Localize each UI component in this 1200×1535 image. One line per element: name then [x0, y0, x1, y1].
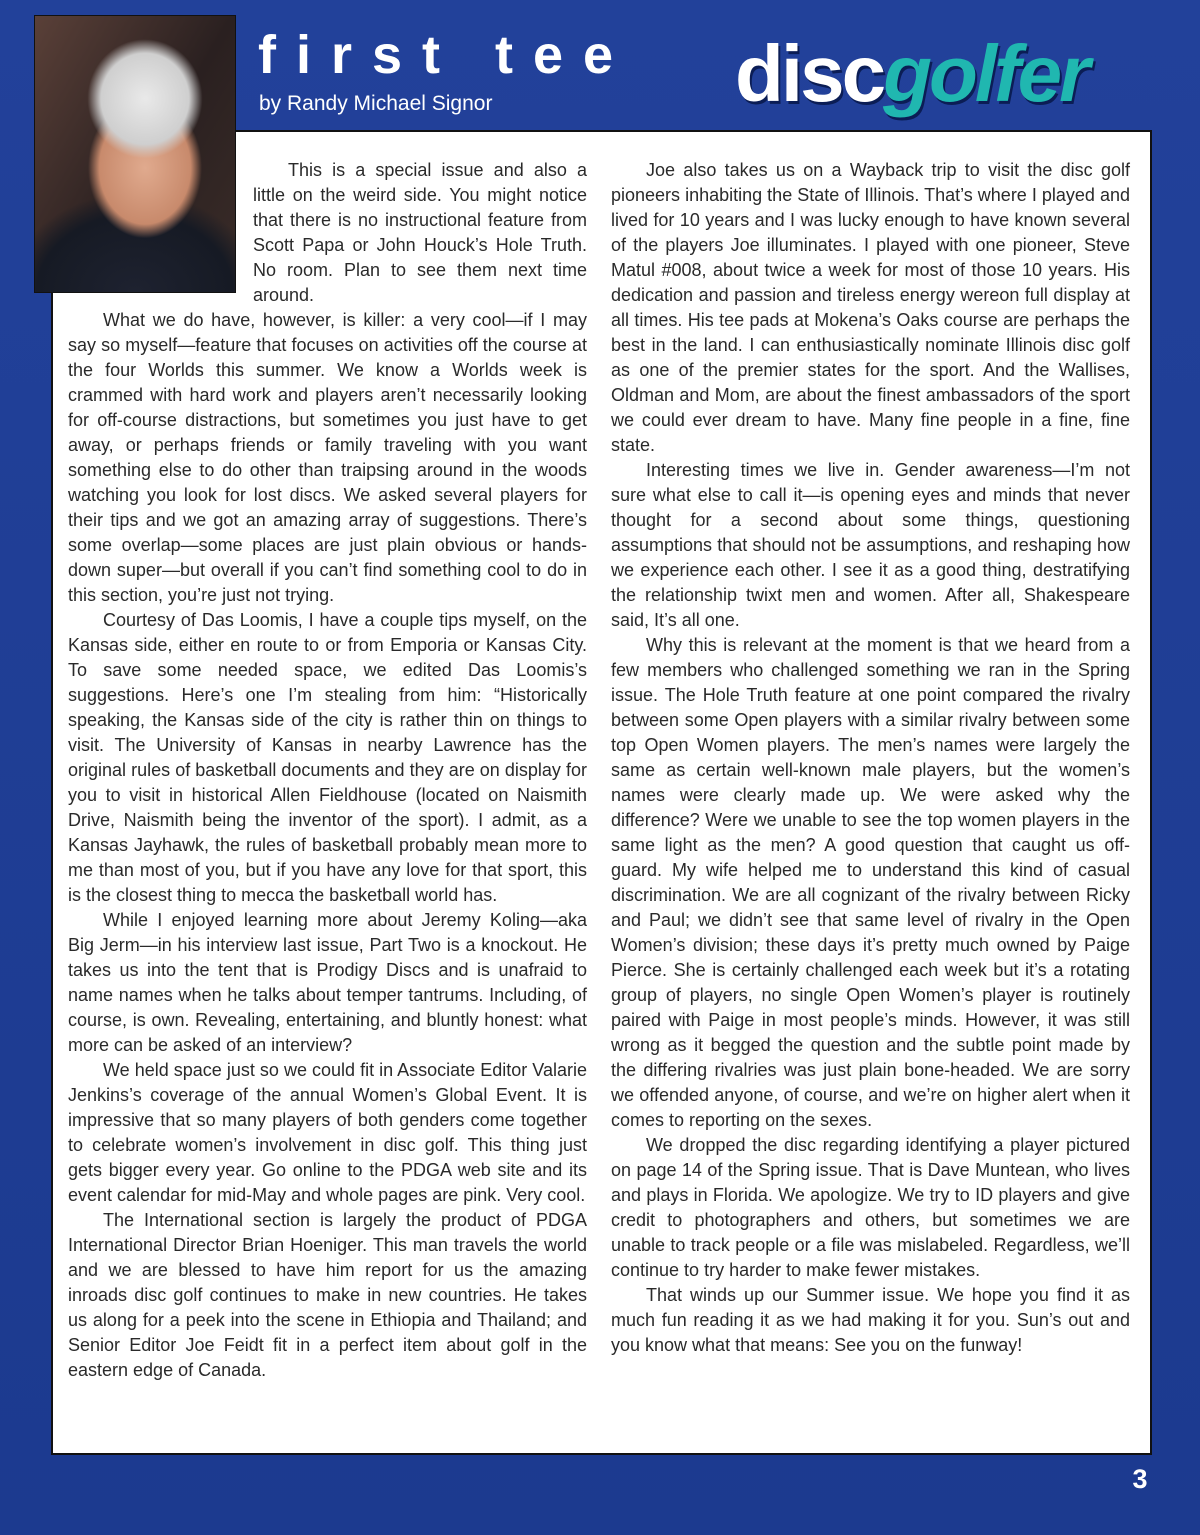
paragraph: Joe also takes us on a Wayback trip to visit the disc golf pioneers inhabiting the State of Illinois. That’s where I played and lived for 10 years and I was lucky enough to have known several of the players Joe illuminates. I played with one pioneer, Steve Matul #008, about twice a week for most of those 10 years. His dedication and passion and tireless energy wereon full display at all times. His tee pads at Mokena’s Oaks course are perhaps the best in the land. I can enthusiastically nominate Illinois disc golf as one of the premier states for the sport. And the Wallises, Oldman and Mom, are about the finest ambassadors of the sport we could ever dream to have. Many fine people in a fine, fine state.: [611, 160, 1130, 455]
paragraph: What we do have, however, is killer: a very cool—if I may say so myself—feature that focuses on activities off the course at the four Worlds this summer. We know a Worlds week is crammed with hard work and players aren’t necessarily looking for off-course distractions, but sometimes you just have to get away, or perhaps friends or family traveling with you want something else to do other than traipsing around in the woods watching you look for lost discs. We asked several players for their tips and we got an amazing array of suggestions. There’s some overlap—some places are just plain obvious or hands-down super—but overall if you can’t find something cool to do in this section, you’re just not trying.: [68, 310, 587, 605]
column-title: first tee: [258, 25, 634, 85]
logo-disc: disc: [735, 29, 884, 118]
author-photo: [35, 16, 235, 292]
article-right-column: [611, 158, 1130, 1358]
paragraph: We dropped the disc regarding identifying a player pictured on page 14 of the Spring issue. That is Dave Muntean, who lives and plays in Florida. We apologize. We try to ID players and give credit to photographers and others, but sometimes we are unable to track people or a file was mislabeled. Regardless, we’ll continue to try harder to make fewer mistakes.: [611, 1135, 1130, 1280]
byline: by Randy Michael Signor: [259, 92, 493, 115]
paragraph: This is a special issue and also a little on the weird side. You might notice that there is no instructional feature from Scott Papa or John Houck’s Hole Truth. No room. Plan to see them next time around.: [253, 160, 587, 305]
paragraph: The International section is largely the product of PDGA International Director Brian Hoeniger. This man travels the world and we are blessed to have him report for us the amazing inroads disc golf continues to make in new countries. He takes us along for a peek into the scene in Ethiopia and Thailand; and Senior Editor Joe Feidt fit in a perfect item about golf in the eastern edge of Canada.: [68, 1210, 587, 1380]
page-number: 3: [1132, 1464, 1148, 1494]
paragraph: Courtesy of Das Loomis, I have a couple tips myself, on the Kansas side, either en route to or from Emporia or Kansas City. To save some needed space, we edited Das Loomis’s suggestions. Here’s one I’m stealing from him: “Historically speaking, the Kansas side of the city is rather thin on things to visit. The University of Kansas in nearby Lawrence has the original rules of basketball documents and they are on display for you to visit in historical Allen Fieldhouse (located on Naismith Drive, Naismith being the inventor of the sport). I admit, as a Kansas Jayhawk, the rules of basketball probably mean more to me than most of you, but if you have any love for that sport, this is the closest thing to mecca the basketball world has.: [68, 610, 587, 905]
paragraph: Why this is relevant at the moment is that we heard from a few members who challenged something we ran in the Spring issue. The Hole Truth feature at one point compared the rivalry between some Open players with a similar rivalry between some top Open Women players. The men’s names were largely the same as certain well-known male players, but the women’s names were clearly made up. We were asked why the difference? Were we unable to see the top women players in the same light as the men? A good question that caught us off-guard. My wife helped me to understand this kind of casual discrimination. We are all cognizant of the rivalry between Ricky and Paul; we didn’t see that same level of rivalry in the Open Women’s division; these days it’s pretty much owned by Paige Pierce. She is certainly challenged each week but it’s a rotating group of players, no single Open Women’s player is routinely paired with Paige in most people’s minds. However, it was still wrong as it begged the question and the subtle point made by the differing rivalries was just plain bone-headed. We are sorry we offended anyone, of course, and we’re on higher alert when it comes to reporting on the sexes.: [611, 635, 1130, 1130]
magazine-logo: [735, 26, 1155, 121]
paragraph: While I enjoyed learning more about Jeremy Koling—aka Big Jerm—in his interview last issue, Part Two is a knockout. He takes us into the tent that is Prodigy Discs and is unafraid to name names when he talks about temper tantrums. Including, of course, is own. Revealing, entertaining, and bluntly honest: what more can be asked of an interview?: [68, 910, 587, 1055]
paragraph: We held space just so we could fit in Associate Editor Valarie Jenkins’s coverage of the annual Women’s Global Event. It is impressive that so many players of both genders come together to celebrate women’s involvement in disc golf. This thing just gets bigger every year. Go online to the PDGA web site and its event calendar for mid-May and whole pages are pink. Very cool.: [68, 1060, 587, 1205]
paragraph: That winds up our Summer issue. We hope you find it as much fun reading it as we had making it for you. Sun’s out and you know what that means: See you on the funway!: [611, 1285, 1130, 1355]
logo-golfer: golfer: [883, 29, 1088, 118]
article-left-column: [68, 158, 587, 1383]
paragraph: Interesting times we live in. Gender awareness—I’m not sure what else to call it—is opening eyes and minds that never thought for a second about some things, questioning assumptions that should not be assumptions, and reshaping how we experience each other. I see it as a good thing, destratifying the relationship twixt men and women. After all, Shakespeare said, It’s all one.: [611, 460, 1130, 630]
